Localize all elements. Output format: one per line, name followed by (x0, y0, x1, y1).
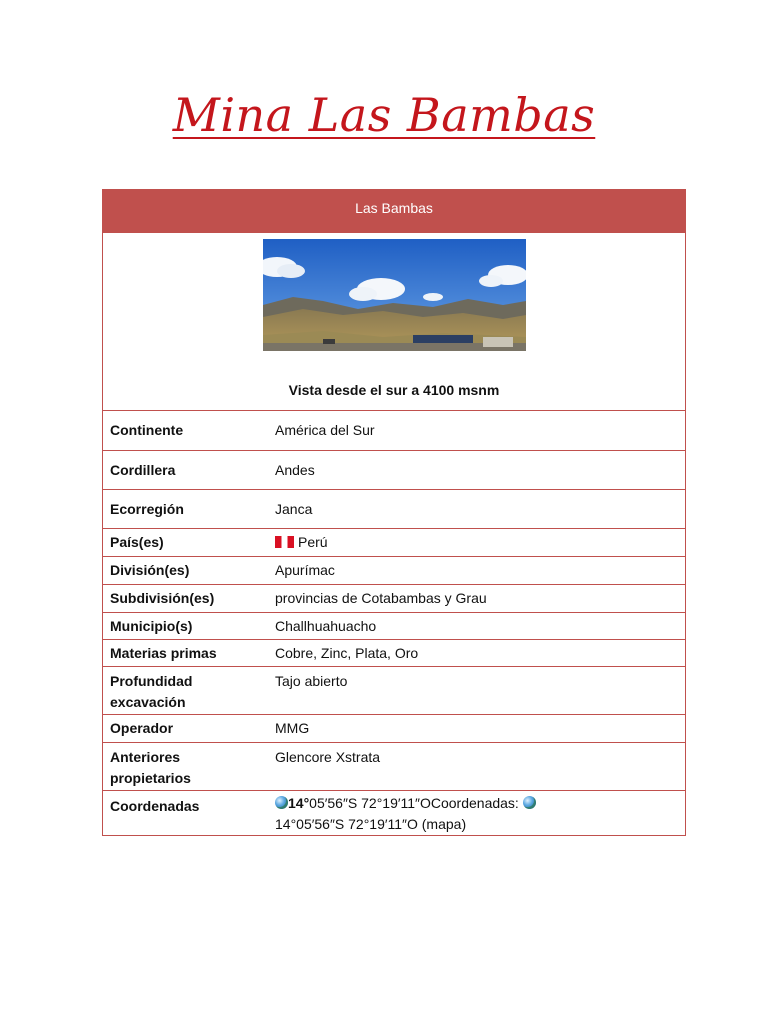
coordinates-label: Coordenadas: (430, 795, 523, 811)
row-materias-primas (103, 640, 685, 667)
row-subdivision (103, 585, 685, 613)
row-value[interactable]: Apurímac (275, 562, 335, 578)
row-label: División(es) (110, 562, 190, 578)
row-label: Operador (110, 720, 174, 736)
row-value[interactable]: Janca (275, 500, 313, 517)
landscape-photo (263, 239, 526, 351)
row-cordillera (103, 451, 685, 490)
row-coordenadas (103, 791, 685, 835)
row-label (103, 671, 269, 714)
row-label-text: Coordenadas (110, 798, 200, 814)
photo-cell (103, 233, 685, 411)
row-municipio (103, 613, 685, 640)
row-pais (103, 529, 685, 557)
row-label-line: Profundidad (110, 673, 193, 689)
row-value[interactable]: Glencore Xstrata (275, 749, 381, 765)
row-label: Ecorregión (110, 500, 184, 517)
row-label (103, 747, 269, 790)
row-profundidad (103, 667, 685, 715)
row-value: Cobre, Zinc, Plata, Oro (275, 644, 419, 661)
row-value[interactable]: Andes (275, 461, 315, 478)
row-label: Materias primas (110, 644, 217, 661)
country-link[interactable]: Perú (298, 534, 328, 550)
row-operador (103, 715, 685, 743)
row-label: País(es) (110, 534, 164, 550)
globe-icon[interactable] (275, 796, 288, 809)
row-ecorregion (103, 490, 685, 529)
coordinates-line2[interactable]: 14°05′56″S 72°19′11″O (mapa) (275, 816, 467, 832)
row-label-line: Anteriores (110, 749, 181, 765)
row-label (103, 793, 269, 835)
row-label: Cordillera (110, 461, 176, 478)
row-anteriores-propietarios (103, 743, 685, 791)
row-value (269, 793, 685, 835)
row-continente (103, 411, 685, 451)
row-label: Subdivisión(es) (110, 590, 215, 606)
row-label: Municipio(s) (110, 617, 193, 634)
row-division (103, 557, 685, 585)
row-value: Tajo abierto (275, 673, 348, 689)
row-value[interactable]: MMG (275, 720, 310, 736)
coordinates-degrees[interactable]: 14° (288, 795, 310, 811)
row-label-line: propietarios (110, 770, 191, 786)
infobox-header: Las Bambas (103, 190, 685, 233)
photo-caption: Vista desde el sur a 4100 msnm (288, 382, 500, 398)
globe-icon[interactable] (523, 796, 536, 809)
infobox (102, 189, 686, 836)
coordinates-link[interactable]: 05′56″S 72°19′11″O (309, 795, 431, 811)
row-value (269, 532, 685, 553)
row-value[interactable]: provincias de Cotabambas y Grau (275, 590, 487, 606)
page-title: Mina Las Bambas (172, 88, 596, 142)
peru-flag-icon (275, 536, 294, 548)
row-value[interactable]: Challhuahuacho (275, 617, 377, 634)
row-value: América del Sur (275, 422, 375, 438)
row-label-line: excavación (110, 694, 186, 710)
row-label: Continente (110, 422, 184, 438)
